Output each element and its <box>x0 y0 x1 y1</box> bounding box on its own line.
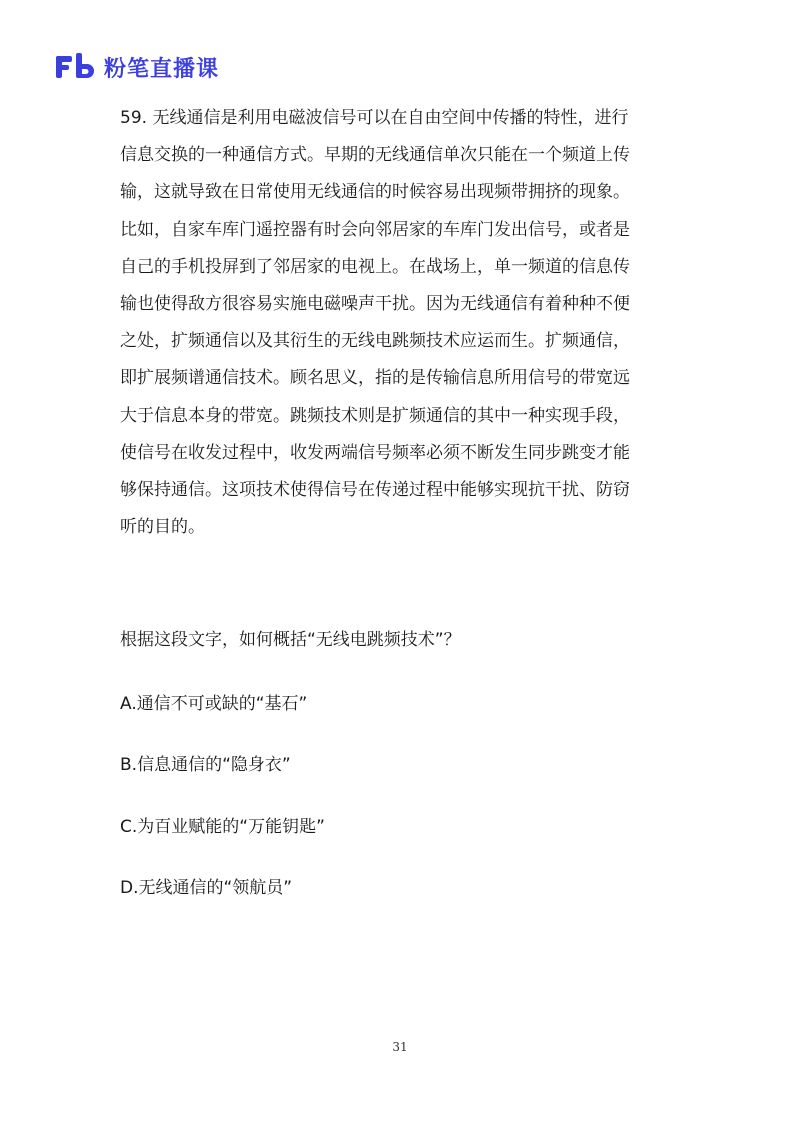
passage-line: 比如，自家车库门遥控器有时会向邻居家的车库门发出信号，或者是 <box>120 219 630 240</box>
option-d: D.无线通信的“领航员” <box>120 878 293 898</box>
question-prompt: 根据这段文字，如何概括“无线电跳频技术”？ <box>120 630 461 650</box>
passage-line: 自己的手机投屏到了邻居家的电视上。在战场上，单一频道的信息传 <box>120 256 630 277</box>
logo-text: 粉笔直播课 <box>104 56 220 82</box>
passage-line: 大于信息本身的带宽。跳频技术则是扩频通信的其中一种实现手段， <box>120 405 630 426</box>
passage-line: 即扩展频谱通信技术。顾名思义，指的是传输信息所用信号的带宽远 <box>120 368 630 389</box>
page-number: 31 <box>392 1040 408 1054</box>
option-b: B.信息通信的“隐身衣” <box>120 755 291 775</box>
passage-line: 之处，扩频通信以及其衍生的无线电跳频技术应运而生。扩频通信， <box>120 331 630 352</box>
passage-line: 信息交换的一种通信方式。早期的无线通信单次只能在一个频道上传 <box>120 145 630 166</box>
option-a: A.通信不可或缺的“基石” <box>120 694 308 714</box>
passage-line: 听的目的。 <box>120 517 205 538</box>
passage-line: 输也使得敌方很容易实施电磁噪声干扰。因为无线通信有着种种不便 <box>120 293 630 314</box>
brand-logo <box>56 52 219 82</box>
passage-line: 59. 无线通信是利用电磁波信号可以在自由空间中传播的特性，进行 <box>120 108 629 128</box>
passage-line: 使信号在收发过程中，收发两端信号频率必须不断发生同步跳变才能 <box>120 442 630 463</box>
fb-logo-icon <box>56 53 96 81</box>
option-c: C.为百业赋能的“万能钥匙” <box>120 817 325 837</box>
passage-line: 够保持通信。这项技术使得信号在传递过程中能够实现抗干扰、防窃 <box>120 479 630 500</box>
passage-text <box>120 100 672 546</box>
passage-line: 输，这就导致在日常使用无线通信的时候容易出现频带拥挤的现象。 <box>120 182 630 203</box>
